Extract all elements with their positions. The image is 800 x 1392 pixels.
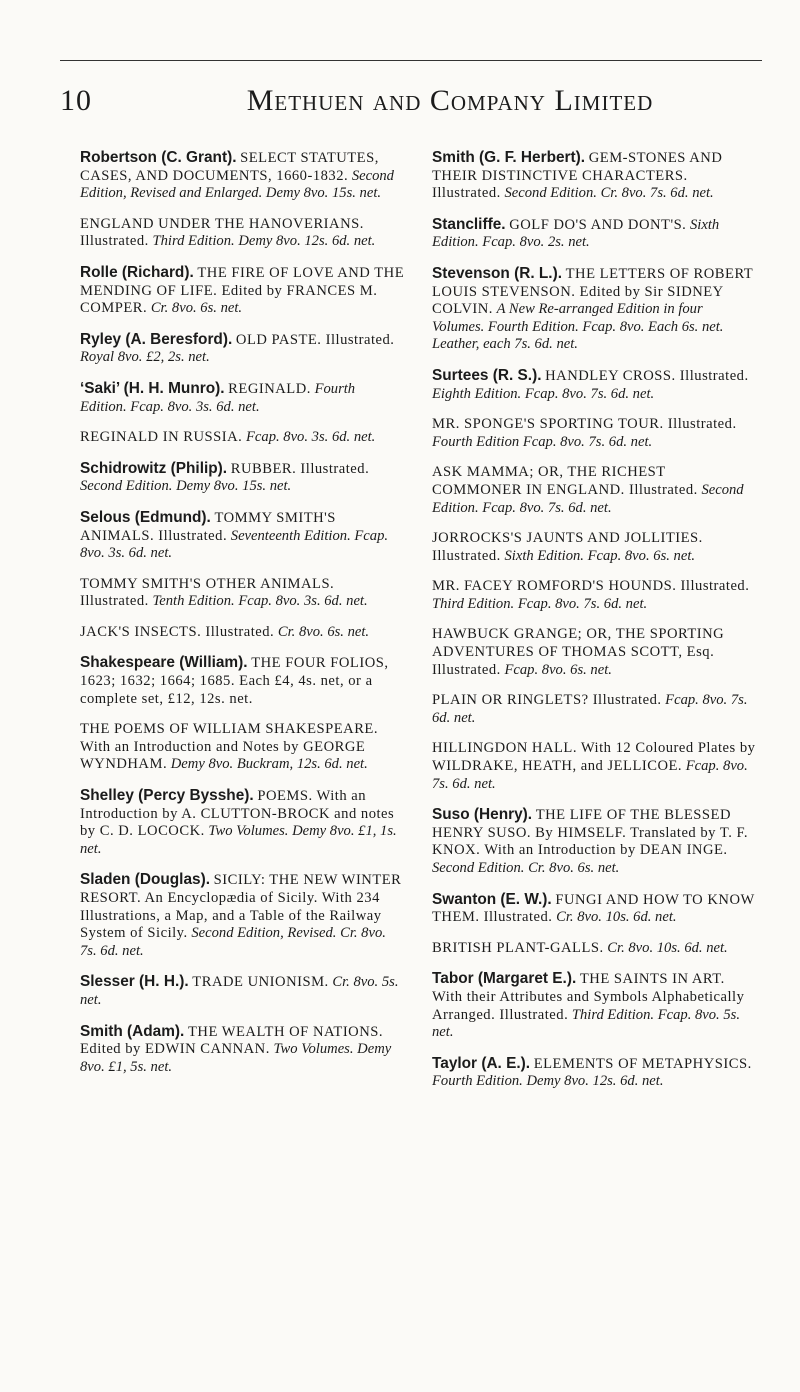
entry-edition: Second Edition. (80, 478, 173, 495)
entry-title: THE LETTERS OF ROBERT LOUIS STEVENSON. Edited by Sir SIDNEY COLVIN. (432, 265, 753, 318)
entry-price: 15s. net. (331, 185, 382, 202)
entry-edition: Sixth Edition. (432, 216, 720, 251)
entry-author: Robertson (C. Grant). (80, 149, 237, 166)
entry-author: Smith (G. F. Herbert). (432, 149, 586, 166)
entry-format: Demy 8vo. (238, 233, 301, 250)
entry-edition: Second Edition, Revised. (191, 925, 337, 942)
entry-price: 5s. net. (80, 974, 399, 1008)
entry-title: HILLINGDON HALL. With 12 Coloured Plates by WILDRAKE, HEATH, and JELLICOE. (432, 740, 756, 775)
catalogue-entry (80, 721, 405, 774)
catalogue-entry (80, 576, 405, 611)
entry-price: £1, 5s. net. (108, 1058, 173, 1075)
entry-title: RUBBER. Illustrated. (230, 460, 370, 477)
page-number: 10 (60, 84, 92, 117)
entry-title: JORROCKS'S JAUNTS AND JOLLITIES. Illustrated. (432, 530, 703, 564)
entry-title: TOMMY SMITH'S ANIMALS. Illustrated. (80, 509, 336, 544)
entry-author: Schidrowitz (Philip). (80, 459, 228, 477)
page-header (60, 84, 760, 124)
entry-edition: Tenth Edition. (152, 593, 235, 610)
entry-format: Fcap. 8vo. (482, 499, 545, 516)
catalogue-entry (80, 509, 405, 563)
entry-title: THE SAINTS IN ART. With their Attributes and Symbols Alphabetically Arranged. Illustrated. (432, 971, 745, 1023)
entry-author: Shelley (Percy Bysshe). (80, 787, 254, 805)
entry-price: 7s. 6d. net. (432, 775, 496, 792)
entry-author: Selous (Edmund). (80, 508, 211, 526)
entry-format: Fcap. 8vo. (685, 758, 748, 775)
catalogue-entry (432, 367, 757, 403)
entry-format: Fcap. 8vo. (665, 692, 728, 709)
entry-price: £1, 1s. net. (80, 823, 397, 857)
entry-format: Demy 8vo. (265, 185, 329, 202)
entry-price: 6s. net. (577, 860, 620, 876)
catalogue-entry (80, 264, 405, 318)
catalogue-entry (80, 654, 405, 708)
entry-title: OLD PASTE. Illustrated. (235, 331, 395, 348)
catalogue-entry (432, 891, 757, 927)
entry-format: Cr. 8vo. (600, 185, 647, 202)
entry-title: THE FIRE OF LOVE AND THE MENDING OF LIFE. Edited by FRANCES M. COMPER. (80, 264, 405, 317)
entry-edition: A New Re-arranged Edition in four Volumes. Fourth Edition. (432, 301, 703, 335)
entry-author: Sladen (Douglas). (80, 871, 210, 889)
left-column (80, 149, 405, 1089)
catalogue-entry (432, 416, 757, 451)
entry-author: Swanton (E. W.). (432, 890, 552, 908)
catalogue-entry (432, 530, 757, 565)
entry-edition: Eighth Edition. (432, 385, 522, 402)
entry-title: THE FOUR FOLIOS, 1623; 1632; 1664; 1685. Each £4, 4s. net, or a complete set, £12, 12s. net. (80, 655, 389, 707)
catalogue-entry (432, 806, 757, 877)
catalogue-entry (432, 149, 757, 203)
entry-edition: Fourth Edition. (80, 380, 356, 415)
entry-price: 3s. 6d. net. (303, 593, 368, 610)
entry-format: Fcap. 8vo. (238, 593, 301, 610)
entry-price: 7s. 6d. net. (80, 942, 144, 959)
entry-title: FUNGI AND HOW TO KNOW THEM. Illustrated. (432, 891, 755, 926)
catalogue-entry (432, 970, 757, 1041)
entry-title: BRITISH PLANT-GALLS. (432, 939, 604, 956)
catalogue-entry (80, 429, 405, 447)
entry-price: 7s. 6d. net. (590, 385, 655, 402)
entry-author: Stevenson (R. L.). (432, 264, 562, 282)
entry-edition: Third Edition. (152, 233, 235, 250)
entry-format: Fcap. 8vo. (482, 234, 545, 251)
catalogue-entry (432, 740, 757, 793)
catalogue-entry (80, 331, 405, 367)
entry-edition: Third Edition. (571, 1006, 655, 1023)
entry-author: Tabor (Margaret E.). (432, 970, 577, 988)
entry-price: 7s. 6d. net. (650, 185, 714, 202)
entry-format: Fcap. 8vo. (246, 429, 309, 446)
entry-edition: Two Volumes. (208, 823, 289, 840)
entry-format: Fcap. 8vo. (522, 433, 585, 450)
entry-price: 6s. net. Leather, each 7s. 6d. net. (432, 318, 724, 353)
entry-format: Royal 8vo. (80, 349, 143, 366)
entry-title: REGINALD. (228, 380, 311, 397)
entry-title: PLAIN OR RINGLETS? Illustrated. (432, 692, 662, 709)
entry-author: Rolle (Richard). (80, 263, 194, 281)
entry-price: 3s. 6d. net. (108, 545, 173, 562)
entry-edition: Sixth Edition. (504, 547, 584, 564)
entry-edition: Second Edition. (432, 860, 525, 876)
entry-price: 6s. net. (327, 623, 370, 640)
entry-format: Fcap. 8vo. (504, 661, 567, 678)
entry-title: MR. FACEY ROMFORD'S HOUNDS. Illustrated. (432, 578, 750, 595)
entry-author: Surtees (R. S.). (432, 366, 542, 384)
catalogue-entry (432, 578, 757, 613)
entry-price: £2, 2s. net. (146, 349, 210, 366)
entry-format: Cr. 8vo. (340, 925, 386, 942)
entry-edition: Fourth Edition (432, 433, 520, 450)
entry-title: THE POEMS OF WILLIAM SHAKESPEARE. With an Introduction and Notes by GEORGE WYNDHAM. (80, 721, 378, 773)
entry-title: TRADE UNIONISM. (192, 974, 329, 991)
entry-format: Fcap. 8vo. (80, 527, 389, 562)
entry-price: 3s. 6d. net. (311, 429, 376, 446)
catalogue-entry (432, 940, 757, 958)
entry-author: Taylor (A. E.). (432, 1054, 531, 1072)
entry-format: Fcap. 8vo. (524, 385, 587, 402)
catalogue-entry (80, 973, 405, 1009)
entry-title: MR. SPONGE'S SPORTING TOUR. Illustrated. (432, 416, 737, 433)
entry-author: Stancliffe. (432, 215, 506, 233)
entry-title: GOLF DO'S AND DONT'S. (509, 216, 687, 233)
catalogue-entry (80, 624, 405, 642)
entry-format: Fcap. 8vo. (587, 547, 650, 564)
entry-edition: Third Edition. (432, 595, 515, 612)
entry-format: Cr. 8vo. (150, 300, 197, 317)
entry-author: Shakespeare (William). (80, 654, 248, 672)
entry-title: ASK MAMMA; OR, THE RICHEST COMMONER IN ENGLAND. Illustrated. (432, 464, 698, 498)
entry-edition: Second Edition, Revised and Enlarged. (80, 167, 394, 202)
entry-author: Suso (Henry). (432, 806, 533, 824)
entry-format: Demy 8vo. (80, 1041, 392, 1075)
entry-title: REGINALD IN RUSSIA. (80, 429, 243, 446)
entry-format: Fcap. 8vo. Each (582, 318, 679, 335)
catalogue-entry (80, 460, 405, 496)
entry-title: SICILY: THE NEW WINTER RESORT. An Encyclopædia of Sicily. With 234 Illustrations, a Map, and a Table of the Railway System of Sicily. (80, 872, 402, 942)
entry-format: Cr. 8vo. (556, 909, 602, 926)
entry-price: 12s. 6d. net. (304, 233, 376, 250)
entry-price: 6s. net. (570, 661, 612, 678)
entry-format: Fcap. 8vo. (517, 595, 580, 612)
entry-price: 10s. 6d. net. (605, 909, 677, 926)
catalogue-entry (432, 1055, 757, 1091)
entry-title: TOMMY SMITH'S OTHER ANIMALS. Illustrated. (80, 575, 335, 610)
entry-price: 15s. net. (242, 478, 292, 495)
entry-title: GEM-STONES AND THEIR DISTINCTIVE CHARACTERS. Illustrated. (432, 150, 723, 202)
catalogue-entry (80, 787, 405, 858)
entry-format: Demy 8vo. (292, 823, 355, 840)
entry-edition: Second Edition. (504, 185, 597, 202)
entry-format: Demy 8vo. (526, 1073, 589, 1090)
entry-author: Slesser (H. H.). (80, 973, 189, 991)
entry-price: 12s. 6d. net. (296, 756, 368, 773)
entry-price: 10s. 6d. net. (656, 939, 728, 956)
entry-price: 5s. net. (432, 1006, 740, 1041)
top-rule (60, 60, 762, 61)
entry-title: THE LIFE OF THE BLESSED HENRY SUSO. By HIMSELF. Translated by T. F. KNOX. With an Introduction by DEAN INGE. (432, 807, 749, 859)
catalogue-entry (432, 626, 757, 679)
entry-format: Fcap. 8vo. (130, 398, 193, 415)
catalogue-entry (80, 380, 405, 416)
entry-format: Cr. 8vo. (528, 860, 574, 876)
entry-price: 7s. 6d. net. (583, 595, 648, 612)
entry-format: Fcap. 8vo. (657, 1006, 720, 1023)
entry-title: POEMS. With an Introduction by A. CLUTTON-BROCK and notes by C. D. LOCOCK. (80, 788, 395, 840)
entry-title: JACK'S INSECTS. Illustrated. (80, 623, 275, 640)
entry-edition: Second Edition. (432, 481, 744, 516)
entry-title: THE WEALTH OF NATIONS. Edited by EDWIN CANNAN. (80, 1023, 384, 1058)
entry-edition: Two Volumes. (273, 1041, 354, 1058)
catalogue-entry (432, 692, 757, 727)
entry-price: 7s. 6d. net. (588, 433, 653, 450)
entry-format: Demy 8vo. (176, 478, 239, 495)
right-column (432, 149, 757, 1104)
entry-format: Cr. 8vo. (332, 974, 379, 991)
entry-price: 7s. 6d. net. (432, 692, 748, 726)
entry-author: Ryley (A. Beresford). (80, 330, 233, 348)
entry-edition: Fourth Edition. (432, 1073, 523, 1090)
catalogue-entry (80, 871, 405, 960)
entry-edition: Seventeenth Edition. (230, 527, 351, 544)
entry-title: HAWBUCK GRANGE; OR, THE SPORTING ADVENTURES OF THOMAS SCOTT, Esq. Illustrated. (432, 626, 725, 678)
entry-title: ENGLAND UNDER THE HANOVERIANS. Illustrated. (80, 215, 364, 250)
entry-price: 6s. net. (200, 300, 243, 317)
catalogue-entry (432, 464, 757, 517)
entry-title: SELECT STATUTES, CASES, AND DOCUMENTS, 1660-1832. (80, 150, 379, 184)
entry-title: HANDLEY CROSS. Illustrated. (545, 367, 749, 384)
entry-price: 12s. 6d. net. (592, 1073, 664, 1090)
entry-price: 6s. net. (653, 547, 696, 564)
entry-author: ‘Saki’ (H. H. Munro). (80, 379, 225, 397)
catalogue-entry (432, 265, 757, 354)
entry-price: 3s. 6d. net. (195, 398, 260, 415)
entry-format: Cr. 8vo. (607, 939, 654, 956)
entry-author: Smith (Adam). (80, 1022, 185, 1040)
entry-price: 7s. 6d. net. (547, 499, 612, 516)
entry-format: Demy 8vo. Buckram, (170, 756, 294, 773)
running-head: Methuen and Company Limited (246, 84, 654, 117)
entry-title: ELEMENTS OF METAPHYSICS. (533, 1055, 752, 1072)
entry-price: 2s. net. (547, 234, 590, 251)
entry-format: Cr. 8vo. (277, 623, 324, 640)
catalogue-entry (80, 216, 405, 251)
catalogue-entry (80, 1023, 405, 1077)
catalogue-entry (432, 216, 757, 252)
catalogue-entry (80, 149, 405, 203)
